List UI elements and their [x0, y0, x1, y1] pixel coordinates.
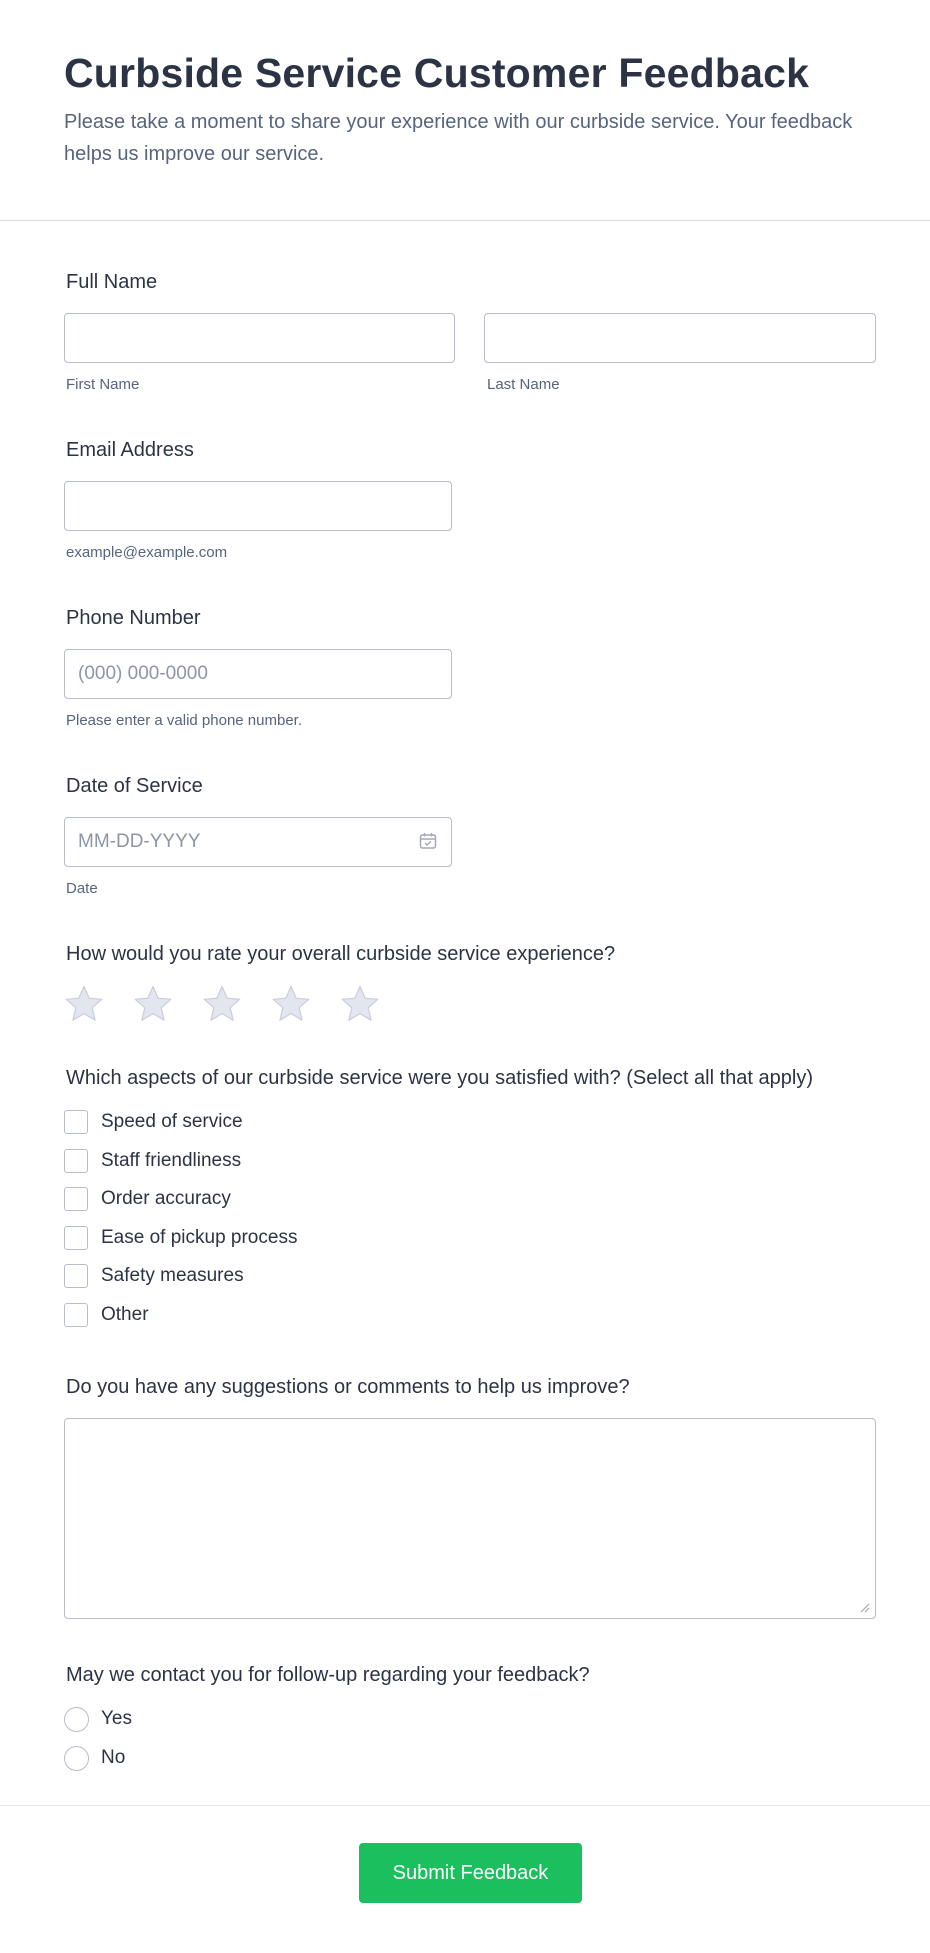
footer-divider	[0, 1805, 930, 1806]
aspect-checkbox[interactable]	[64, 1226, 88, 1250]
first-name-input[interactable]	[64, 313, 455, 363]
aspect-checkbox[interactable]	[64, 1264, 88, 1288]
radio-label: Yes	[101, 1708, 132, 1729]
date-sublabel: Date	[66, 880, 98, 897]
aspect-checkbox[interactable]	[64, 1149, 88, 1173]
email-input[interactable]	[64, 481, 452, 531]
phone-label: Phone Number	[66, 607, 201, 629]
radio-circle[interactable]	[64, 1707, 89, 1732]
star-rating	[64, 984, 394, 1026]
submit-feedback-button[interactable]: Submit Feedback	[359, 1843, 582, 1903]
aspect-checkbox-label: Other	[101, 1303, 149, 1325]
star-icon[interactable]	[202, 984, 242, 1024]
aspect-checkbox-row[interactable]	[64, 1187, 384, 1213]
radio-circle[interactable]	[64, 1746, 89, 1771]
aspect-checkbox-row[interactable]	[64, 1226, 384, 1252]
phone-input[interactable]	[64, 649, 452, 699]
date-input[interactable]	[64, 817, 452, 867]
aspect-checkbox-row[interactable]	[64, 1303, 384, 1329]
aspect-checkbox-label: Order accuracy	[101, 1188, 231, 1209]
star-icon[interactable]	[340, 984, 380, 1024]
page-title: Curbside Service Customer Feedback	[64, 50, 810, 96]
aspect-checkbox-label: Safety measures	[101, 1265, 244, 1286]
aspects-question: Which aspects of our curbside service were you satisfied with? (Select all that apply)	[66, 1067, 814, 1089]
rating-question: How would you rate your overall curbside service experience?	[66, 943, 616, 965]
aspect-checkbox[interactable]	[64, 1187, 88, 1211]
aspect-checkbox-row[interactable]	[64, 1264, 384, 1290]
followup-question: May we contact you for follow-up regarding your feedback?	[66, 1664, 590, 1686]
aspect-checkbox-label: Ease of pickup process	[101, 1226, 298, 1248]
aspect-checkbox[interactable]	[64, 1303, 88, 1327]
aspect-checkbox-row[interactable]	[64, 1149, 384, 1175]
last-name-input[interactable]	[484, 313, 876, 363]
aspect-checkbox-row[interactable]	[64, 1110, 384, 1136]
star-icon[interactable]	[64, 984, 104, 1024]
comments-textarea[interactable]	[64, 1418, 876, 1619]
radio-label: No	[101, 1747, 126, 1768]
aspect-checkbox-label: Speed of service	[101, 1111, 243, 1132]
followup-radio-yes[interactable]	[64, 1707, 224, 1733]
aspect-checkbox[interactable]	[64, 1110, 88, 1134]
last-name-sublabel: Last Name	[487, 376, 560, 393]
date-label: Date of Service	[66, 775, 203, 797]
comments-question: Do you have any suggestions or comments to help us improve?	[66, 1376, 630, 1398]
first-name-sublabel: First Name	[66, 376, 140, 393]
phone-sublabel: Please enter a valid phone number.	[66, 712, 302, 729]
calendar-icon[interactable]	[419, 832, 437, 850]
email-label: Email Address	[66, 439, 194, 461]
form-header	[0, 0, 930, 221]
aspect-checkbox-label: Staff friendliness	[101, 1149, 242, 1171]
star-icon[interactable]	[271, 984, 311, 1024]
followup-radio-no[interactable]	[64, 1746, 224, 1772]
star-icon[interactable]	[133, 984, 173, 1024]
email-sublabel: example@example.com	[66, 544, 228, 561]
full-name-label: Full Name	[66, 271, 158, 293]
page-subtitle: Please take a moment to share your experience with our curbside service. Your feedback helps us improve our service.	[64, 111, 853, 165]
resize-grip-icon[interactable]	[858, 1601, 870, 1613]
